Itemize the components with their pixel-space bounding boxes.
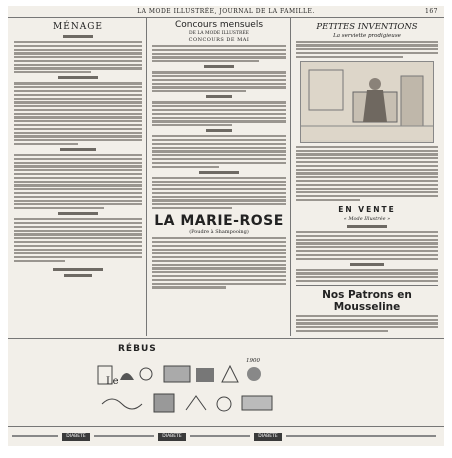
diabete-label: DIABETE [254, 433, 282, 441]
column-inventions [296, 18, 438, 334]
en-vente-subtitle: « Mode Illustrée » [343, 216, 391, 223]
column-divider [146, 18, 147, 336]
marie-rose-title: LA MARIE-ROSE [154, 213, 284, 230]
column-concours [152, 18, 286, 290]
rebus-date: 1900 [246, 358, 260, 364]
diabete-label: DIABETE [158, 433, 186, 441]
diabete-label: DIABETE [62, 433, 90, 441]
rebus-word: Le [106, 376, 119, 387]
marie-rose-subtitle: (Poudre à Shampooing) [189, 229, 249, 236]
inventions-title: PETITES INVENTIONS [316, 22, 418, 32]
concours-title: Concours mensuels [174, 20, 264, 30]
menage-title: MÉNAGE [53, 22, 103, 32]
concours-month: CONCOURS DE MAI [188, 37, 250, 43]
en-vente-title: EN VENTE [338, 205, 396, 215]
page-header [8, 8, 444, 17]
footer-rule [8, 426, 444, 427]
concours-subtitle: DE LA MODE ILLUSTRÉE [189, 31, 249, 36]
journal-title: LA MODE ILLUSTRÉE, JOURNAL DE LA FAMILLE. [137, 8, 315, 15]
towel-illustration [300, 61, 434, 143]
rebus-puzzle [92, 360, 282, 424]
footer-adverts [8, 430, 444, 446]
patrons-title: Nos Patrons en Mousseline [322, 289, 412, 314]
newspaper-page [8, 6, 444, 446]
page-number: 167 [425, 8, 438, 15]
column-menage [14, 18, 142, 280]
inventions-subtitle: La serviette prodigieuse [333, 33, 401, 39]
rebus-rule [8, 338, 444, 339]
column-divider [290, 18, 291, 336]
illustration-drawing [301, 62, 433, 140]
rebus-title: RÉBUS [118, 344, 157, 354]
